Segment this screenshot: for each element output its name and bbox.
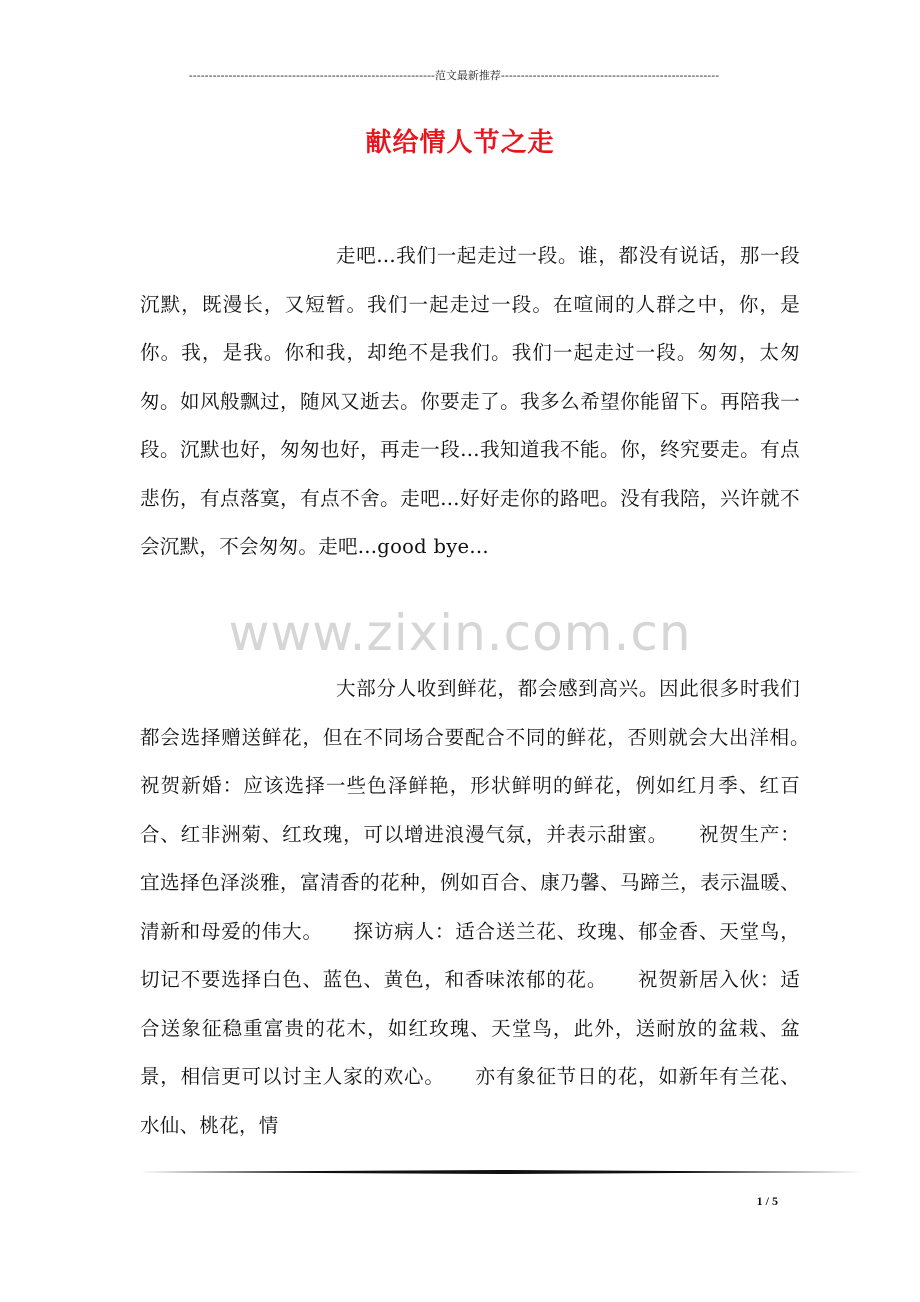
paragraph-flowers: 大部分人收到鲜花，都会感到高兴。因此很多时我们都会选择赠送鲜花，但在不同场合要配合不同的鲜花，否则就会大出洋相。 祝贺新婚：应该选择一些色泽鲜艳，形状鲜明的鲜花，例如红月季、红百合、红非洲菊、红玫瑰，可以增进浪漫气氛，并表示甜蜜。 祝贺生产：宜选择色泽淡雅，富清香的花种，例如百合、康乃馨、马蹄兰，表示温暖、清新和母爱的伟大。 探访病人：适合送兰花、玫瑰、郁金香、天堂鸟，切记不要选择白色、蓝色、黄色，和香味浓郁的花。 祝贺新居入伙：适合送象征稳重富贵的花木，如红玫瑰、天堂鸟，此外，送耐放的盆栽、盆景，相信更可以讨主人家的欢心。 亦有象征节日的花，如新年有兰花、水仙、桃花，情 [140,677,840,1137]
paragraph-intro: 走吧...我们一起走过一段。谁，都没有说话，那一段沉默，既漫长，又短暂。我们一起走过一段。在喧闹的人群之中，你，是你。我，是我。你和我，却绝不是我们。我们一起走过一段。匆匆，太匆匆。如风般飘过，随风又逝去。你要走了。我多么希望你能留下。再陪我一段。沉默也好，匆匆也好，再走一段...我知道我不能。你，终究要走。有点悲伤，有点落寞，有点不舍。走吧...好好走你的路吧。没有我陪，兴许就不会沉默，不会匆匆。走吧...good bye... [140,244,800,558]
page-number: 1 / 5 [756,1194,778,1208]
watermark: www.zixin.com.cn [228,604,692,662]
document-title: 献给情人节之走 [365,128,555,158]
header-banner: --------------------------------------------------------------范文最新推荐------------------------------------------------------- [188,69,720,82]
footer-divider [140,1170,862,1174]
